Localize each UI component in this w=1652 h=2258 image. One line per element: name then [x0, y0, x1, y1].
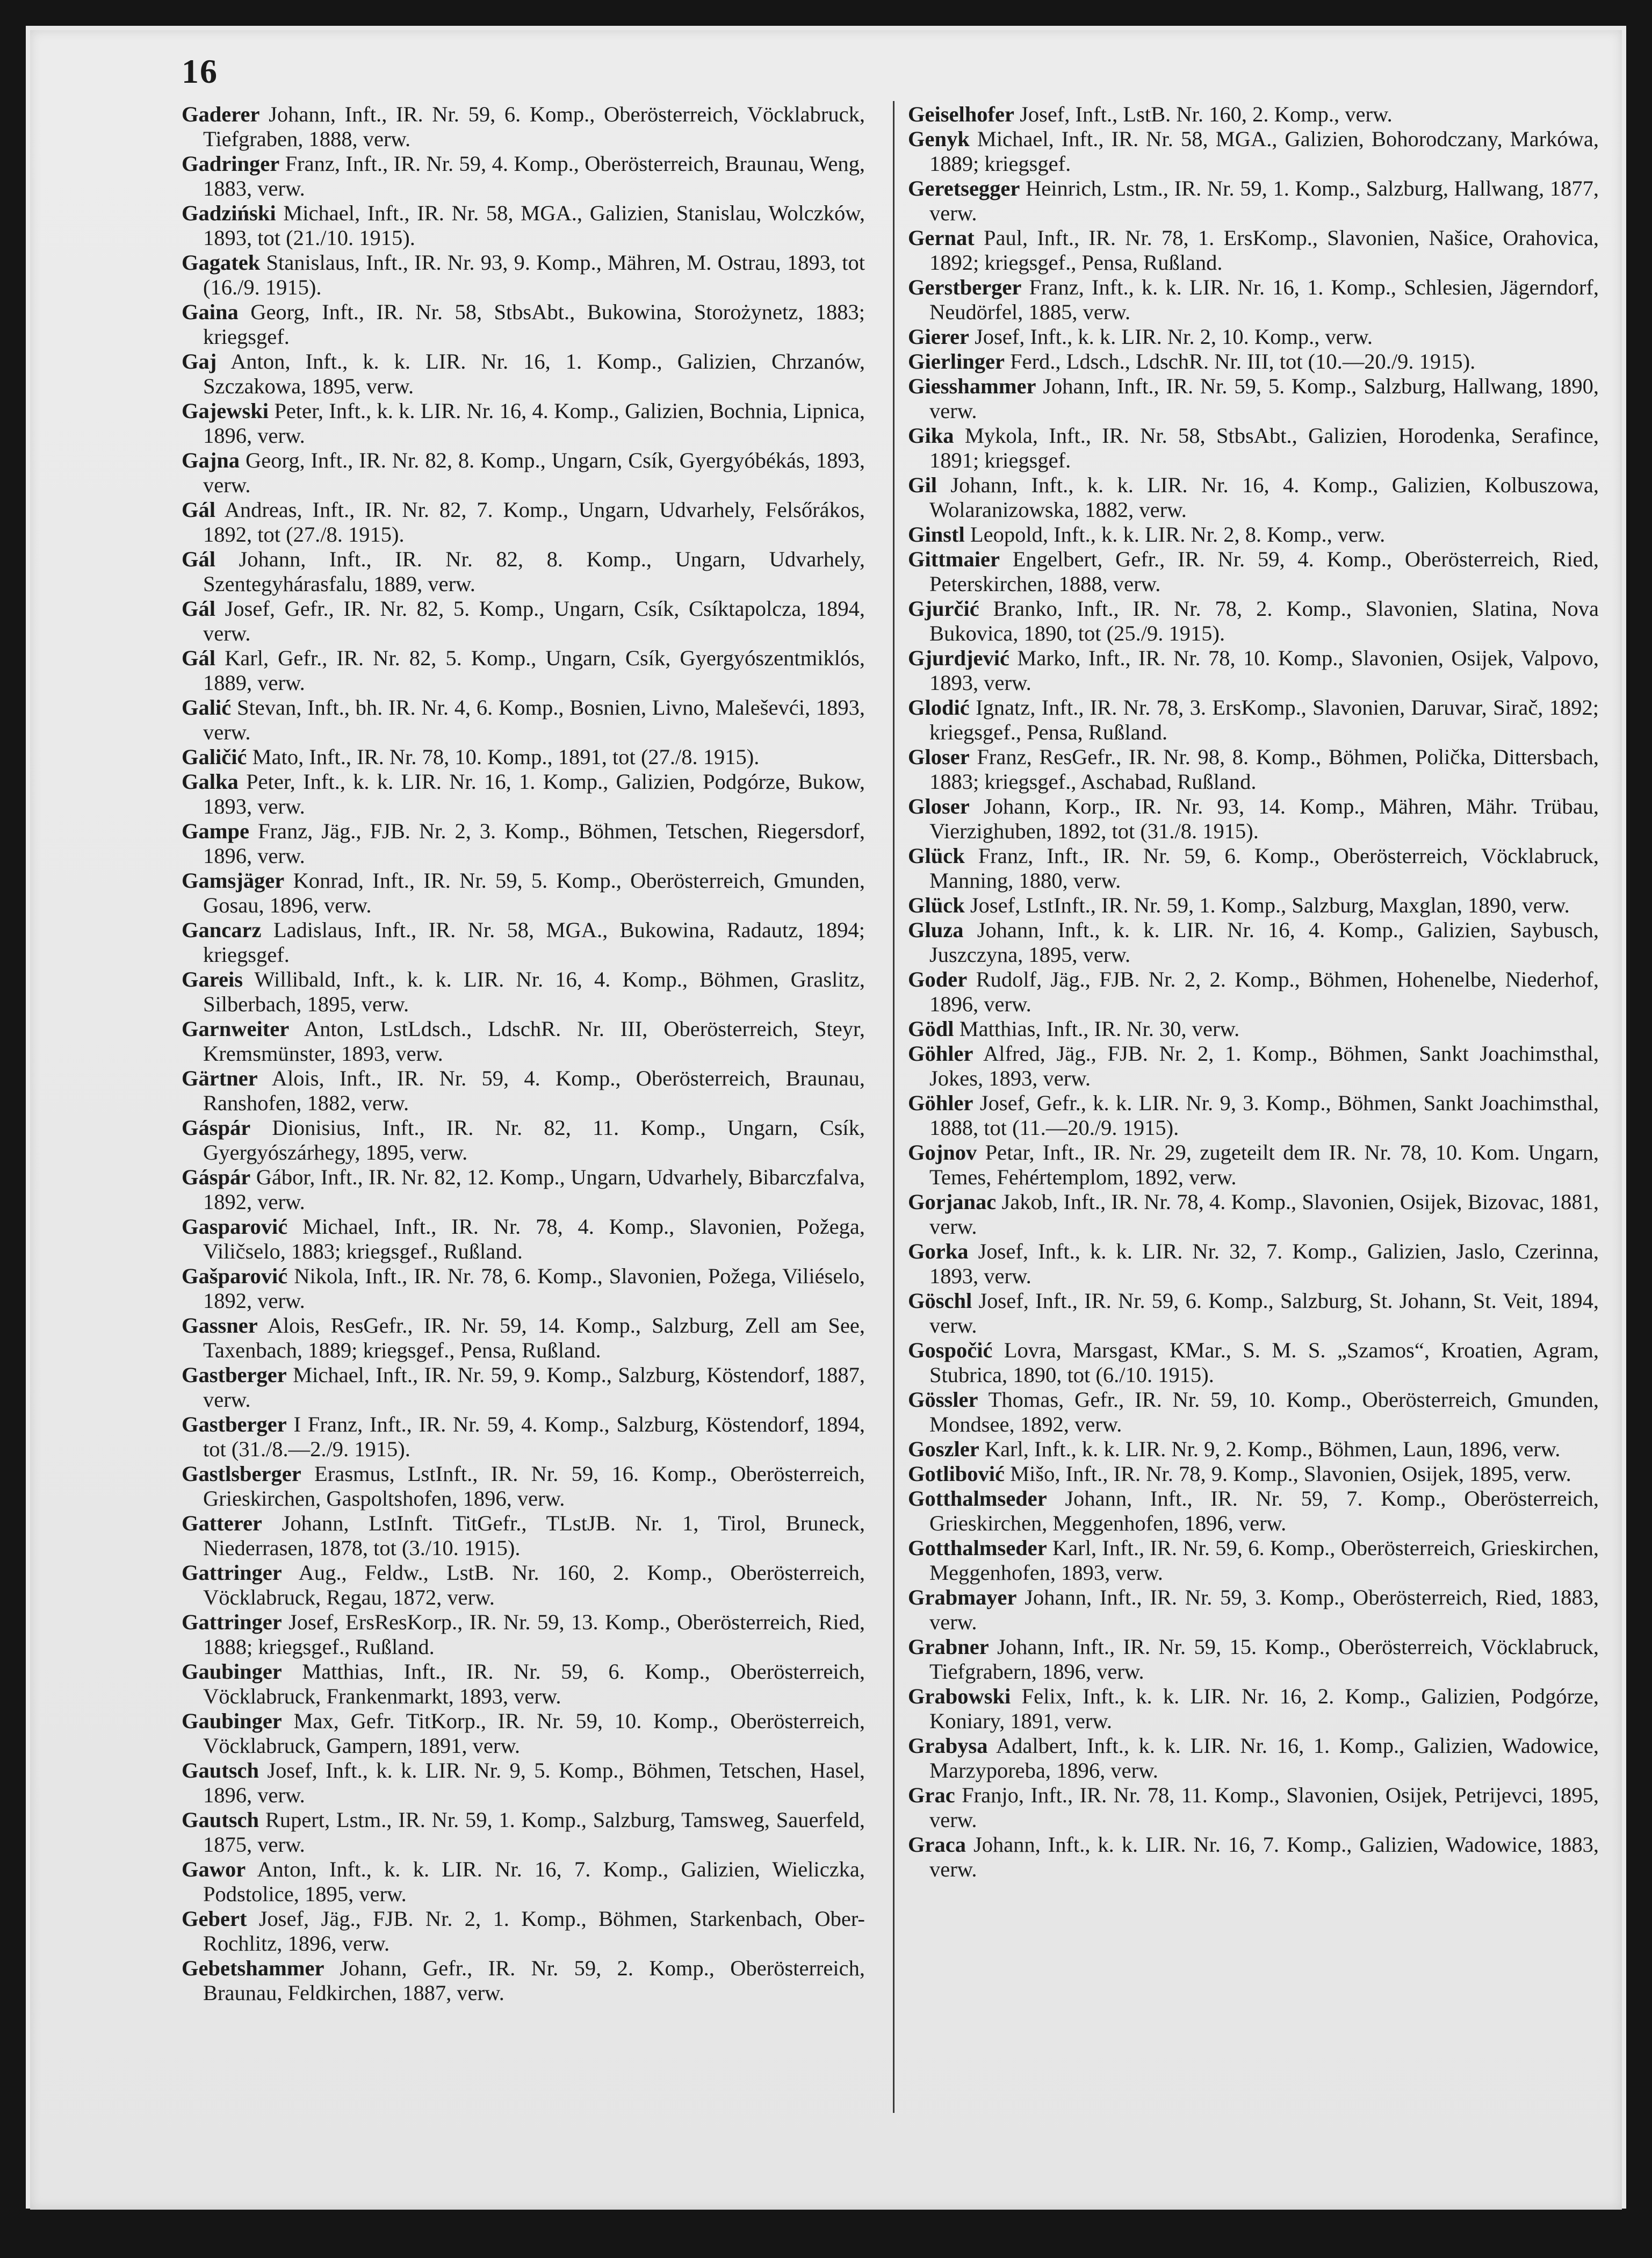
list-entry	[908, 918, 1599, 967]
entry-surname: Gál	[182, 547, 216, 571]
entry-details: Rudolf, Jäg., FJB. Nr. 2, 2. Komp., Böhmen, Hohenelbe, Niederhof, 1896, verw.	[929, 967, 1599, 1016]
entry-surname: Gancarz	[182, 918, 262, 942]
entry-surname: Gika	[908, 423, 954, 448]
entry-details: Michael, Inft., IR. Nr. 58, MGA., Galizien, Stanislau, Wolczków, 1893, tot (21./10. 1915).	[203, 201, 865, 250]
entry-surname: Gjurdjević	[908, 646, 1009, 670]
entry-details: Dionisius, Inft., IR. Nr. 82, 11. Komp., Ungarn, Csík, Gyergyószárhegy, 1895, verw.	[203, 1116, 865, 1164]
entry-details: Franz, Inft., IR. Nr. 59, 4. Komp., Oberösterreich, Braunau, Weng, 1883, verw.	[203, 152, 865, 200]
entry-details: Ferd., Ldsch., LdschR. Nr. III, tot (10.—20./9. 1915).	[1010, 349, 1476, 373]
entry-surname: Goszler	[908, 1437, 979, 1461]
list-entry	[182, 102, 865, 152]
list-entry	[182, 547, 865, 596]
entry-surname: Gašparović	[182, 1264, 288, 1288]
entry-surname: Gernat	[908, 226, 975, 250]
list-entry	[908, 127, 1599, 176]
entry-surname: Gawor	[182, 1857, 246, 1881]
list-entry	[182, 201, 865, 250]
entry-surname: Gospočić	[908, 1338, 993, 1362]
entry-surname: Gatterer	[182, 1511, 262, 1535]
entry-surname: Gáspár	[182, 1116, 251, 1140]
entry-details: Johann, Inft., IR. Nr. 82, 8. Komp., Ungarn, Udvarhely, Szentegyhárasfalu, 1889, verw.	[203, 547, 865, 596]
entry-details: Max, Gefr. TitKorp., IR. Nr. 59, 10. Komp., Oberösterreich, Vöcklabruck, Gampern, 1891, verw.	[203, 1709, 865, 1758]
list-entry	[182, 1264, 865, 1313]
list-entry	[908, 102, 1599, 127]
list-entry	[182, 646, 865, 695]
entry-surname: Göhler	[908, 1091, 973, 1115]
list-entry	[908, 325, 1599, 349]
entry-surname: Gál	[182, 596, 216, 621]
list-entry	[908, 1190, 1599, 1239]
list-entry	[908, 1387, 1599, 1437]
list-entry	[182, 596, 865, 646]
entry-details: Mato, Inft., IR. Nr. 78, 10. Komp., 1891, tot (27./8. 1915).	[252, 745, 760, 769]
entry-details: Johann, Inft., IR. Nr. 59, 6. Komp., Oberösterreich, Vöcklabruck, Tiefgraben, 1888, verw.	[203, 102, 865, 151]
entry-surname: Gorjanac	[908, 1190, 997, 1214]
entry-surname: Genyk	[908, 127, 970, 151]
entry-details: Branko, Inft., IR. Nr. 78, 2. Komp., Slavonien, Slatina, Nova Bukovica, 1890, tot (25./9. 1915).	[929, 596, 1599, 645]
list-entry	[908, 1536, 1599, 1585]
list-entry	[182, 1709, 865, 1758]
entry-surname: Gaubinger	[182, 1709, 282, 1733]
list-entry	[182, 1511, 865, 1561]
list-entry	[182, 1857, 865, 1907]
list-entry	[182, 1017, 865, 1066]
entry-details: Johann, Inft., IR. Nr. 59, 3. Komp., Oberösterreich, Ried, 1883, verw.	[929, 1585, 1599, 1634]
entry-details: Erasmus, LstInft., IR. Nr. 59, 16. Komp., Oberösterreich, Grieskirchen, Gaspoltshofen, 1896, verw.	[203, 1462, 865, 1511]
list-entry	[182, 1165, 865, 1214]
entry-surname: Gerstberger	[908, 275, 1022, 299]
entry-details: Marko, Inft., IR. Nr. 78, 10. Komp., Slavonien, Osijek, Valpovo, 1893, verw.	[929, 646, 1599, 695]
list-entry	[182, 1956, 865, 2005]
list-entry	[908, 547, 1599, 596]
list-entry	[182, 1610, 865, 1659]
entry-details: Heinrich, Lstm., IR. Nr. 59, 1. Komp., Salzburg, Hallwang, 1877, verw.	[929, 176, 1599, 225]
entry-details: Stanislaus, Inft., IR. Nr. 93, 9. Komp., Mähren, M. Ostrau, 1893, tot (16./9. 1915).	[203, 250, 865, 299]
right-column	[908, 102, 1599, 1882]
entry-details: Josef, Jäg., FJB. Nr. 2, 1. Komp., Böhmen, Starkenbach, Ober-Rochlitz, 1896, verw.	[203, 1907, 865, 1955]
entry-details: Matthias, Inft., IR. Nr. 30, verw.	[959, 1017, 1240, 1041]
list-entry	[182, 1907, 865, 1956]
column-divider	[893, 101, 894, 2113]
list-entry	[182, 1066, 865, 1116]
list-entry	[182, 967, 865, 1017]
entry-details: Mykola, Inft., IR. Nr. 58, StbsAbt., Galizien, Horodenka, Serafince, 1891; kriegsgef.	[929, 423, 1599, 472]
list-entry	[182, 1758, 865, 1808]
entry-details: Karl, Inft., IR. Nr. 59, 6. Komp., Oberösterreich, Grieskirchen, Meggenhofen, 1893, verw.	[929, 1536, 1599, 1585]
list-entry	[182, 498, 865, 547]
entry-surname: Grabysa	[908, 1734, 988, 1758]
entry-surname: Gautsch	[182, 1758, 259, 1782]
list-entry	[182, 1214, 865, 1264]
list-entry	[908, 1140, 1599, 1190]
entry-surname: Galka	[182, 770, 239, 794]
entry-surname: Gil	[908, 473, 937, 497]
list-entry	[908, 349, 1599, 374]
entry-details: Andreas, Inft., IR. Nr. 82, 7. Komp., Ungarn, Udvarhely, Felsőrákos, 1892, tot (27./8. 1915).	[203, 498, 865, 546]
entry-details: Josef, LstInft., IR. Nr. 59, 1. Komp., Salzburg, Maxglan, 1890, verw.	[970, 893, 1570, 917]
entry-surname: Gotthalmseder	[908, 1536, 1047, 1560]
entry-surname: Gadringer	[182, 152, 280, 176]
list-entry	[908, 1239, 1599, 1289]
entry-surname: Gasparović	[182, 1214, 288, 1239]
list-entry	[908, 844, 1599, 893]
entry-details: Georg, Inft., IR. Nr. 82, 8. Komp., Ungarn, Csík, Gyergyóbékás, 1893, verw.	[203, 448, 865, 497]
list-entry	[182, 300, 865, 349]
entry-details: Michael, Inft., IR. Nr. 59, 9. Komp., Salzburg, Köstendorf, 1887, verw.	[203, 1363, 865, 1412]
left-column	[182, 102, 865, 2005]
entry-surname: Glück	[908, 844, 965, 868]
entry-details: Johann, LstInft. TitGefr., TLstJB. Nr. 1, Tirol, Bruneck, Niederrasen, 1878, tot (3./10. 1915).	[203, 1511, 865, 1560]
entry-details: Josef, Inft., IR. Nr. 59, 6. Komp., Salzburg, St. Johann, St. Veit, 1894, verw.	[929, 1289, 1599, 1337]
entry-surname: Graca	[908, 1832, 966, 1857]
entry-surname: Gassner	[182, 1313, 258, 1337]
list-entry	[908, 226, 1599, 275]
entry-surname: Gál	[182, 498, 216, 522]
entry-surname: Geiselhofer	[908, 102, 1014, 126]
list-entry	[908, 1684, 1599, 1734]
entry-details: Mišo, Inft., IR. Nr. 78, 9. Komp., Slavonien, Osijek, 1895, verw.	[1010, 1462, 1571, 1486]
entry-surname: Grabmayer	[908, 1585, 1017, 1609]
entry-surname: Gattringer	[182, 1561, 282, 1585]
entry-details: Peter, Inft., k. k. LIR. Nr. 16, 1. Komp., Galizien, Podgórze, Bukow, 1893, verw.	[203, 770, 865, 818]
entry-surname: Gorka	[908, 1239, 969, 1263]
list-entry	[908, 1635, 1599, 1684]
list-entry	[908, 1437, 1599, 1462]
list-entry	[908, 1734, 1599, 1783]
scan-border-bottom	[0, 2209, 1652, 2258]
entry-surname: Glodić	[908, 695, 970, 720]
entry-surname: Gagatek	[182, 250, 261, 275]
entry-surname: Gjurčić	[908, 596, 979, 621]
entry-surname: Gotlibović	[908, 1462, 1005, 1486]
entry-surname: Galić	[182, 695, 232, 720]
list-entry	[908, 522, 1599, 547]
entry-surname: Gastberger	[182, 1363, 287, 1387]
entry-surname: Gáspár	[182, 1165, 251, 1189]
list-entry	[908, 1017, 1599, 1041]
entry-details: Johann, Inft., k. k. LIR. Nr. 16, 4. Komp., Galizien, Saybusch, Juszczyna, 1895, verw.	[929, 918, 1599, 967]
page-number: 16	[182, 52, 218, 90]
entry-surname: Gittmaier	[908, 547, 1000, 571]
list-entry	[182, 448, 865, 498]
entry-surname: Gierlinger	[908, 349, 1005, 373]
entry-details: Franjo, Inft., IR. Nr. 78, 11. Komp., Slavonien, Osijek, Petrijevci, 1895, verw.	[929, 1783, 1599, 1832]
list-entry	[182, 1561, 865, 1610]
entry-details: Alois, Inft., IR. Nr. 59, 4. Komp., Oberösterreich, Braunau, Ranshofen, 1882, verw.	[203, 1066, 865, 1115]
entry-details: Leopold, Inft., k. k. LIR. Nr. 2, 8. Komp., verw.	[970, 522, 1386, 546]
entry-details: Anton, Inft., k. k. LIR. Nr. 16, 1. Komp., Galizien, Chrzanów, Szczakowa, 1895, verw.	[203, 349, 865, 398]
entry-details: Paul, Inft., IR. Nr. 78, 1. ErsKomp., Slavonien, Našice, Orahovica, 1892; kriegsgef., Pensa, Rußland.	[929, 226, 1599, 275]
entry-surname: Grac	[908, 1783, 955, 1807]
list-entry	[182, 1808, 865, 1857]
list-entry	[182, 1462, 865, 1511]
list-entry	[908, 695, 1599, 745]
list-entry	[182, 1412, 865, 1462]
entry-surname: Gebert	[182, 1907, 247, 1931]
list-entry	[908, 473, 1599, 522]
entry-surname: Gärtner	[182, 1066, 258, 1090]
list-entry	[182, 1313, 865, 1363]
entry-details: Anton, Inft., k. k. LIR. Nr. 16, 7. Komp., Galizien, Wieliczka, Podstolice, 1895, verw.	[203, 1857, 865, 1906]
entry-surname: Galičić	[182, 745, 247, 769]
list-entry	[908, 1585, 1599, 1635]
list-entry	[908, 745, 1599, 794]
entry-surname: Gödl	[908, 1017, 954, 1041]
entry-details: Josef, Gefr., k. k. LIR. Nr. 9, 3. Komp., Böhmen, Sankt Joachimsthal, 1888, tot (11.—20./9. 1915).	[929, 1091, 1599, 1140]
list-entry	[908, 596, 1599, 646]
entry-details: Johann, Inft., IR. Nr. 59, 7. Komp., Oberösterreich, Grieskirchen, Meggenhofen, 1896, verw.	[929, 1486, 1599, 1535]
entry-surname: Gautsch	[182, 1808, 259, 1832]
entry-details: Felix, Inft., k. k. LIR. Nr. 16, 2. Komp., Galizien, Podgórze, Koniary, 1891, verw.	[929, 1684, 1599, 1733]
entry-details: Konrad, Inft., IR. Nr. 59, 5. Komp., Oberösterreich, Gmunden, Gosau, 1896, verw.	[203, 868, 865, 917]
list-entry	[182, 819, 865, 868]
entry-details: Rupert, Lstm., IR. Nr. 59, 1. Komp., Salzburg, Tamsweg, Sauerfeld, 1875, verw.	[203, 1808, 865, 1857]
entry-details: Josef, Inft., k. k. LIR. Nr. 9, 5. Komp., Böhmen, Tetschen, Hasel, 1896, verw.	[203, 1758, 865, 1807]
entry-surname: Glück	[908, 893, 965, 917]
entry-details: Willibald, Inft., k. k. LIR. Nr. 16, 4. Komp., Böhmen, Graslitz, Silberbach, 1895, verw.	[203, 967, 865, 1016]
entry-details: Franz, Inft., k. k. LIR. Nr. 16, 1. Komp., Schlesien, Jägerndorf, Neudörfel, 1885, verw.	[929, 275, 1599, 324]
entry-details: Johann, Inft., k. k. LIR. Nr. 16, 4. Komp., Galizien, Kolbuszowa, Wolaranizowska, 1882, verw.	[929, 473, 1599, 522]
entry-details: Johann, Korp., IR. Nr. 93, 14. Komp., Mähren, Mähr. Trübau, Vierzighuben, 1892, tot (31./8. 1915).	[929, 794, 1599, 843]
entry-details: Jakob, Inft., IR. Nr. 78, 4. Komp., Slavonien, Osijek, Bizovac, 1881, verw.	[929, 1190, 1599, 1239]
list-entry	[182, 770, 865, 819]
list-entry	[908, 423, 1599, 473]
entry-surname: Gamsjäger	[182, 868, 285, 893]
entry-details: Franz, Jäg., FJB. Nr. 2, 3. Komp., Böhmen, Tetschen, Riegersdorf, 1896, verw.	[203, 819, 865, 868]
entry-details: Engelbert, Gefr., IR. Nr. 59, 4. Komp., Oberösterreich, Ried, Peterskirchen, 1888, verw.	[929, 547, 1599, 596]
list-entry	[182, 1363, 865, 1412]
list-entry	[908, 1041, 1599, 1091]
entry-surname: Göhler	[908, 1041, 973, 1066]
entry-details: Ladislaus, Inft., IR. Nr. 58, MGA., Bukowina, Radautz, 1894; kriegsgef.	[203, 918, 865, 967]
list-entry	[182, 1659, 865, 1709]
entry-details: Johann, Gefr., IR. Nr. 59, 2. Komp., Oberösterreich, Braunau, Feldkirchen, 1887, verw.	[203, 1956, 865, 2005]
entry-details: Georg, Inft., IR. Nr. 58, StbsAbt., Bukowina, Storożynetz, 1883; kriegsgef.	[203, 300, 865, 349]
scan-border-top	[0, 0, 1652, 26]
entry-surname: Gojnov	[908, 1140, 977, 1164]
entry-surname: Garnweiter	[182, 1017, 290, 1041]
entry-details: Gábor, Inft., IR. Nr. 82, 12. Komp., Ungarn, Udvarhely, Bibarczfalva, 1892, verw.	[203, 1165, 865, 1214]
entry-surname: Gloser	[908, 745, 970, 769]
entry-details: Josef, Inft., k. k. LIR. Nr. 32, 7. Komp., Galizien, Jaslo, Czerinna, 1893, verw.	[929, 1239, 1599, 1288]
entry-details: I Franz, Inft., IR. Nr. 59, 4. Komp., Salzburg, Köstendorf, 1894, tot (31./8.—2./9. 1915).	[203, 1412, 865, 1461]
list-entry	[182, 695, 865, 745]
scan-border-left	[0, 0, 26, 2258]
list-entry	[908, 374, 1599, 423]
entry-details: Josef, Inft., LstB. Nr. 160, 2. Komp., verw.	[1020, 102, 1393, 126]
entry-details: Michael, Inft., IR. Nr. 78, 4. Komp., Slavonien, Požega, Viličselo, 1883; kriegsgef., Rußland.	[203, 1214, 865, 1263]
list-entry	[908, 275, 1599, 325]
list-entry	[908, 794, 1599, 844]
entry-details: Anton, LstLdsch., LdschR. Nr. III, Oberösterreich, Steyr, Kremsmünster, 1893, verw.	[203, 1017, 865, 1066]
entry-surname: Gluza	[908, 918, 964, 942]
entry-surname: Geretsegger	[908, 176, 1020, 200]
entry-surname: Gaina	[182, 300, 239, 324]
entry-details: Stevan, Inft., bh. IR. Nr. 4, 6. Komp., Bosnien, Livno, Maleševći, 1893, verw.	[203, 695, 865, 744]
entry-surname: Gampe	[182, 819, 249, 843]
entry-surname: Grabowski	[908, 1684, 1011, 1708]
entry-details: Josef, Gefr., IR. Nr. 82, 5. Komp., Ungarn, Csík, Csíktapolcza, 1894, verw.	[203, 596, 865, 645]
entry-surname: Gareis	[182, 967, 243, 991]
entry-details: Franz, Inft., IR. Nr. 59, 6. Komp., Oberösterreich, Vöcklabruck, Manning, 1880, verw.	[929, 844, 1599, 893]
entry-details: Franz, ResGefr., IR. Nr. 98, 8. Komp., Böhmen, Polička, Dittersbach, 1883; kriegsgef., Aschabad, Rußland.	[929, 745, 1599, 794]
entry-details: Ignatz, Inft., IR. Nr. 78, 3. ErsKomp., Slavonien, Daruvar, Sirač, 1892; kriegsgef., Pensa, Rußland.	[929, 695, 1599, 744]
entry-details: Alfred, Jäg., FJB. Nr. 2, 1. Komp., Böhmen, Sankt Joachimsthal, Jokes, 1893, verw.	[929, 1041, 1599, 1090]
entry-surname: Grabner	[908, 1635, 989, 1659]
entry-surname: Gaderer	[182, 102, 260, 126]
entry-details: Alois, ResGefr., IR. Nr. 59, 14. Komp., Salzburg, Zell am See, Taxenbach, 1889; kriegsgef., Pensa, Rußland.	[203, 1313, 865, 1362]
entry-surname: Gastberger	[182, 1412, 287, 1436]
entry-details: Matthias, Inft., IR. Nr. 59, 6. Komp., Oberösterreich, Vöcklabruck, Frankenmarkt, 1893, verw.	[203, 1659, 865, 1708]
entry-details: Johann, Inft., k. k. LIR. Nr. 16, 7. Komp., Galizien, Wadowice, 1883, verw.	[929, 1832, 1599, 1881]
entry-details: Petar, Inft., IR. Nr. 29, zugeteilt dem IR. Nr. 78, 10. Kom. Ungarn, Temes, Fehértemplom, 1892, verw.	[929, 1140, 1599, 1189]
entry-details: Peter, Inft., k. k. LIR. Nr. 16, 4. Komp., Galizien, Bochnia, Lipnica, 1896, verw.	[203, 399, 865, 448]
entry-surname: Gajna	[182, 448, 240, 472]
entry-surname: Gál	[182, 646, 216, 670]
entry-surname: Gattringer	[182, 1610, 282, 1634]
list-entry	[908, 1338, 1599, 1387]
entry-details: Johann, Inft., IR. Nr. 59, 15. Komp., Oberösterreich, Vöcklabruck, Tiefgrabern, 1896, verw.	[929, 1635, 1599, 1684]
list-entry	[182, 349, 865, 399]
entry-details: Thomas, Gefr., IR. Nr. 59, 10. Komp., Oberösterreich, Gmunden, Mondsee, 1892, verw.	[929, 1387, 1599, 1436]
entry-surname: Ginstl	[908, 522, 965, 546]
list-entry	[908, 1091, 1599, 1140]
list-entry	[182, 399, 865, 448]
entry-details: Lovra, Marsgast, KMar., S. M. S. „Szamos“, Kroatien, Agram, Stubrica, 1890, tot (6./10. 1915).	[929, 1338, 1599, 1387]
entry-surname: Gebetshammer	[182, 1956, 324, 1980]
entry-surname: Gierer	[908, 325, 969, 349]
entry-details: Johann, Inft., IR. Nr. 59, 5. Komp., Salzburg, Hallwang, 1890, verw.	[929, 374, 1599, 423]
list-entry	[182, 250, 865, 300]
entry-surname: Gaubinger	[182, 1659, 282, 1684]
entry-details: Josef, Inft., k. k. LIR. Nr. 2, 10. Komp., verw.	[975, 325, 1373, 349]
entry-details: Nikola, Inft., IR. Nr. 78, 6. Komp., Slavonien, Požega, Viliéselo, 1892, verw.	[203, 1264, 865, 1313]
entry-surname: Gajewski	[182, 399, 269, 423]
list-entry	[908, 176, 1599, 226]
scan-border-right	[1626, 0, 1652, 2258]
list-entry	[908, 646, 1599, 695]
entry-surname: Gloser	[908, 794, 970, 818]
entry-details: Adalbert, Inft., k. k. LIR. Nr. 16, 1. Komp., Galizien, Wadowice, Marzyporeba, 1896, verw.	[929, 1734, 1599, 1782]
list-entry	[182, 868, 865, 918]
list-entry	[908, 967, 1599, 1017]
list-entry	[908, 1289, 1599, 1338]
entry-surname: Göschl	[908, 1289, 972, 1313]
entry-surname: Gaj	[182, 349, 217, 373]
list-entry	[182, 1116, 865, 1165]
list-entry	[908, 1832, 1599, 1882]
entry-details: Josef, ErsResKorp., IR. Nr. 59, 13. Komp., Oberösterreich, Ried, 1888; kriegsgef., Rußland.	[203, 1610, 865, 1659]
list-entry	[182, 152, 865, 201]
entry-surname: Gadziński	[182, 201, 276, 225]
list-entry	[182, 745, 865, 770]
list-entry	[908, 1462, 1599, 1486]
entry-details: Karl, Gefr., IR. Nr. 82, 5. Komp., Ungarn, Csík, Gyergyószentmiklós, 1889, verw.	[203, 646, 865, 695]
list-entry	[908, 893, 1599, 918]
entry-surname: Giesshammer	[908, 374, 1036, 398]
entry-details: Michael, Inft., IR. Nr. 58, MGA., Galizien, Bohorodczany, Markówa, 1889; kriegsgef.	[929, 127, 1599, 176]
entry-details: Aug., Feldw., LstB. Nr. 160, 2. Komp., Oberösterreich, Vöcklabruck, Regau, 1872, verw.	[203, 1561, 865, 1609]
list-entry	[908, 1783, 1599, 1832]
list-entry	[182, 918, 865, 967]
entry-details: Karl, Inft., k. k. LIR. Nr. 9, 2. Komp., Böhmen, Laun, 1896, verw.	[984, 1437, 1561, 1461]
entry-surname: Gastlsberger	[182, 1462, 301, 1486]
entry-surname: Gössler	[908, 1387, 978, 1412]
entry-surname: Goder	[908, 967, 968, 991]
list-entry	[908, 1486, 1599, 1536]
entry-surname: Gotthalmseder	[908, 1486, 1047, 1511]
